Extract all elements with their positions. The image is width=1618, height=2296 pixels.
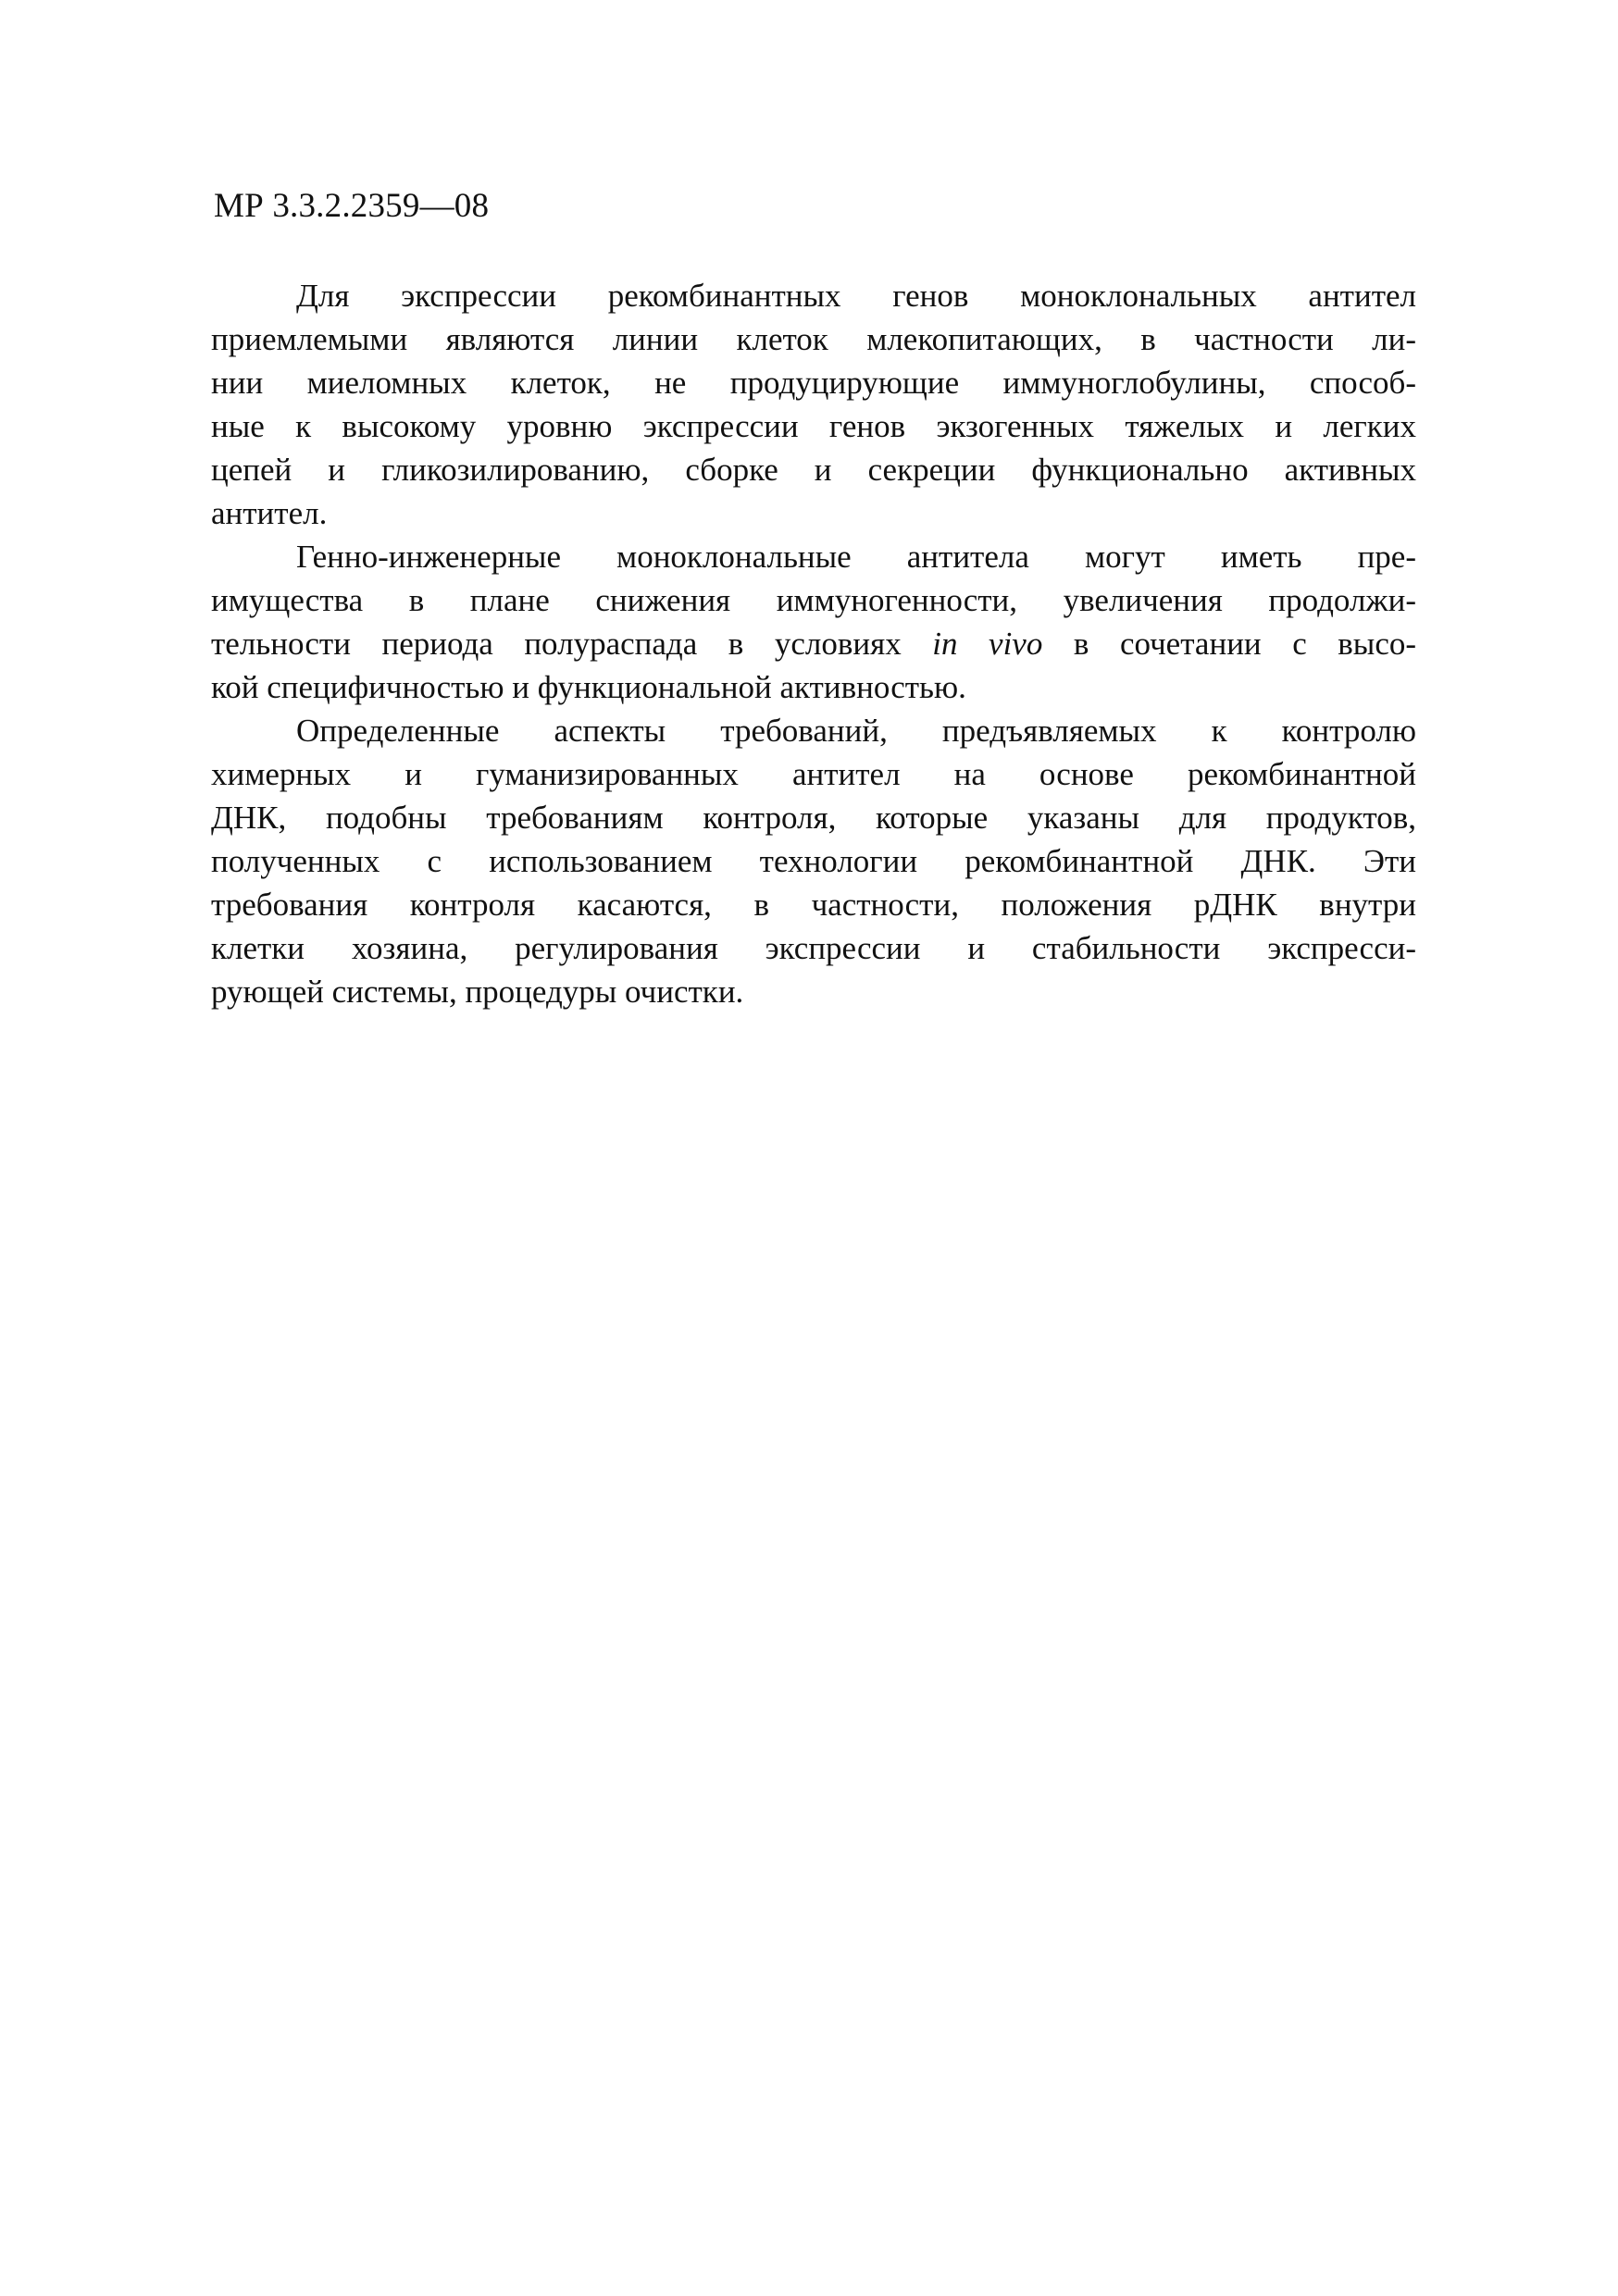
document-body [211, 274, 1416, 1013]
text-line: антител. [211, 495, 328, 531]
italic-term: in vivo [932, 626, 1043, 662]
paragraph-2 [211, 535, 1416, 709]
text-line: Генно-инженерные моноклональные антитела могут иметь пре- [296, 539, 1416, 575]
text-line: ные к высокому уровню экспрессии генов экзогенных тяжелых и легких [211, 408, 1416, 444]
text-line: химерных и гуманизированных антител на основе рекомбинантной [211, 756, 1416, 792]
text-line: полученных с использованием технологии рекомбинантной ДНК. Эти [211, 843, 1416, 879]
text-line: нии миеломных клеток, не продуцирующие иммуноглобулины, способ- [211, 365, 1416, 401]
text-line: требования контроля касаются, в частности, положения рДНК внутри [211, 887, 1416, 923]
text-line: имущества в плане снижения иммуногенности, увеличения продолжи- [211, 582, 1416, 618]
text-segment: в сочетании с высо- [1073, 626, 1417, 662]
text-line: рующей системы, процедуры очистки. [211, 974, 744, 1010]
text-line: цепей и гликозилированию, сборке и секреции функционально активных [211, 452, 1416, 488]
text-line: кой специфичностью и функциональной активностью. [211, 669, 966, 705]
text-line: приемлемыми являются линии клеток млекопитающих, в частности ли- [211, 321, 1416, 357]
text-line-mixed [211, 622, 1416, 665]
text-line: клетки хозяина, регулирования экспрессии и стабильности экспресси- [211, 930, 1416, 966]
paragraph-3 [211, 709, 1416, 1013]
paragraph-1 [211, 274, 1416, 535]
text-line: ДНК, подобны требованиям контроля, которые указаны для продуктов, [211, 800, 1416, 836]
text-line: Определенные аспекты требований, предъявляемых к контролю [296, 713, 1416, 749]
text-segment: тельности периода полураспада в условиях [211, 626, 902, 662]
document-code: МР 3.3.2.2359—08 [214, 187, 490, 225]
text-line: Для экспрессии рекомбинантных генов моноклональных антител [296, 278, 1416, 314]
